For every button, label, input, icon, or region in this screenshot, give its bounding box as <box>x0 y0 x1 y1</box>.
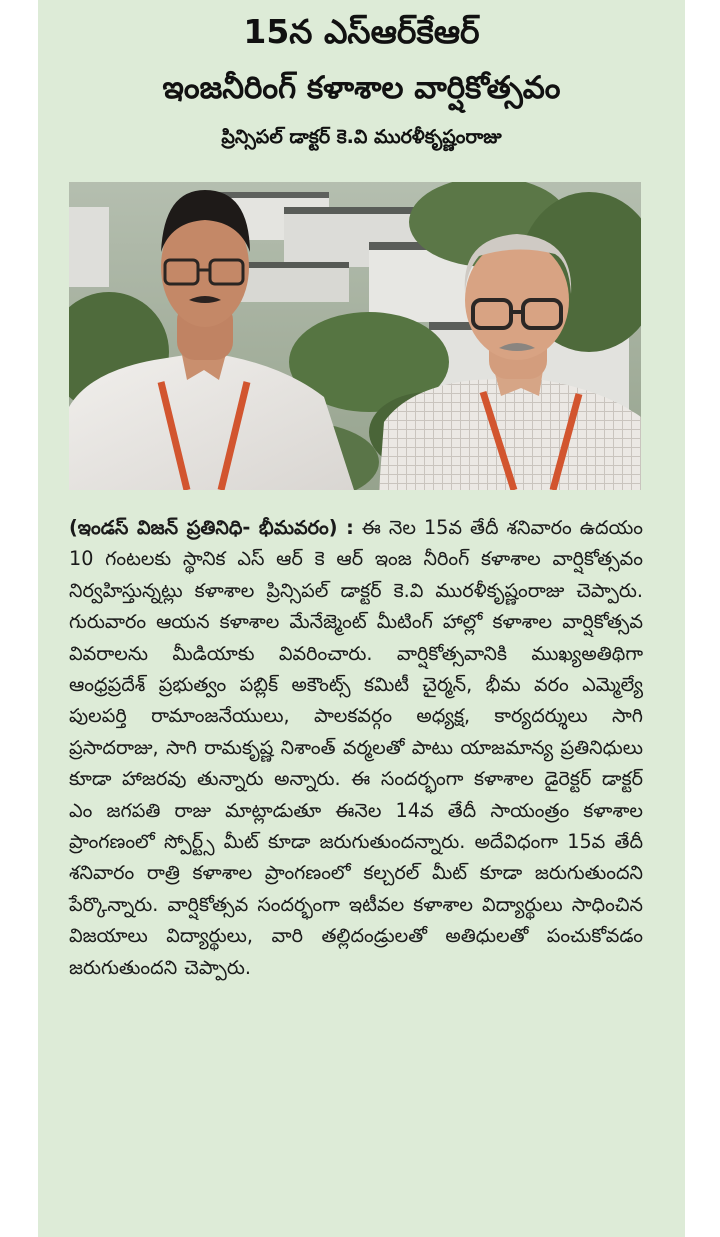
photo-illustration <box>69 182 641 490</box>
headline-line-1: 15న ఎస్ఆర్‌కేఆర్ <box>243 12 480 51</box>
article-body-text: ఈ నెల 15వ తేదీ శనివారం ఉదయం 10 గంటలకు స్థానిక ఎస్ ఆర్ కె ఆర్ ఇంజ నీరింగ్ కళాశాల వార్షికోత్సవం నిర్వహిస్తున్నట్లు కళాశాల ప్రిన్సిపల్ డాక్టర్ కె.వి మురళీకృష్ణంరాజు చెప్పారు. గురువారం ఆయన కళాశాల మేనేజ్మెంట్ మీటింగ్ హాల్లో కళాశాల వార్షికోత్సవ వివరాలను మీడియాకు వివరించారు. వార్షికోత్సవానికి ముఖ్యఅతిథిగా ఆంధ్రప్రదేశ్ ప్రభుత్వం పబ్లిక్ అకౌంట్స్ కమిటీ చైర్మన్, భీమ వరం ఎమ్మెల్యే పులపర్తి రామాంజనేయులు, పాలకవర్గం అధ్యక్ష, కార్యదర్శులు సాగి ప్రసాదరాజు, సాగి రామకృష్ణ నిశాంత్ వర్మలతో పాటు యాజమాన్య ప్రతినిధులు కూడా హాజరవు తున్నారు అన్నారు. ఈ సందర్భంగా కళాశాల డైరెక్టర్ డాక్టర్ ఎం జగపతి రాజు మాట్లాడుతూ ఈనెల 14వ తేదీ సాయంత్రం కళాశాల ప్రాంగణంలో స్పోర్ట్స్ మీట్ కూడా జరుగుతుందన్నారు. అదేవిధంగా 15వ తేదీ శనివారం రాత్రి కళాశాల ప్రాంగణంలో కల్చరల్ మీట్ కూడా జరుగుతుందని పేర్కొన్నారు. వార్షికోత్సవ సందర్భంగా ఇటీవల కళాశాల విద్యార్థులు సాధించిన విజయాలు విద్యార్థులు, వారి తల్లిదండ్రులతో అతిధులతో పంచుకోవడం జరుగుతుందని చెప్పారు. <box>69 516 643 979</box>
dateline: (ఇండస్ విజన్ ప్రతినిధి- భీమవరం) : <box>69 516 354 539</box>
headline-line-2: ఇంజనీరింగ్ కళాశాల వార్షికోత్సవం <box>162 70 561 106</box>
article-body <box>69 512 643 983</box>
news-photo <box>69 182 641 490</box>
newspaper-clipping <box>38 0 685 1237</box>
subheadline: ప్రిన్సిపల్ డాక్టర్ కె.వి మురళీకృష్ణంరాజు <box>221 126 502 148</box>
